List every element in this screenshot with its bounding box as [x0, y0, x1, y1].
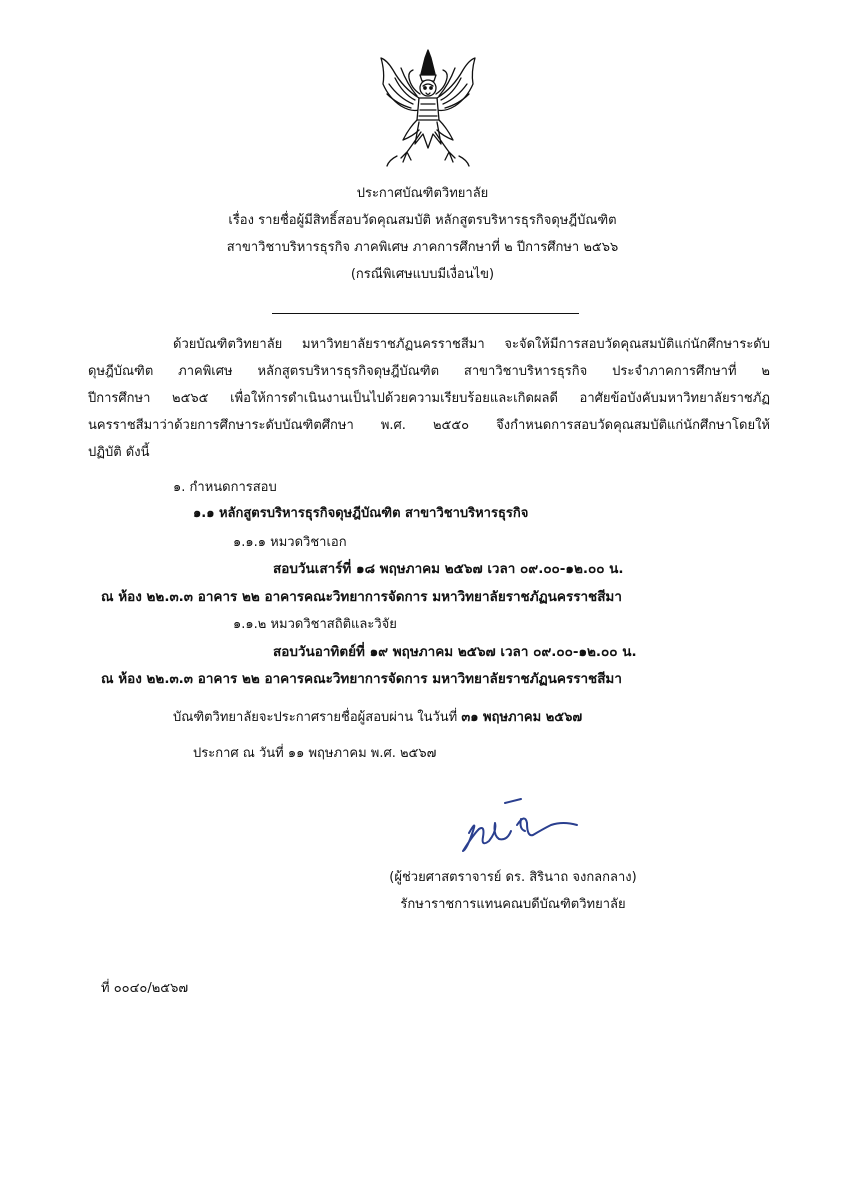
heading-line-2: เรื่อง รายชื่อผู้มีสิทธิ์สอบวัดคุณสมบัติ หลักสูตรบริหารธุรกิจดุษฎีบัณฑิต [228, 213, 617, 228]
results-announcement-text: บัณฑิตวิทยาลัยจะประกาศรายชื่อผู้สอบผ่าน ในวันที่ [173, 710, 458, 725]
exam-2-date: สอบวันอาทิตย์ที่ ๑๙ พฤษภาคม ๒๕๖๗ เวลา ๐๙.๐๐-๑๒.๐๐ น. [273, 644, 637, 660]
item-1-1-1: ๑.๑.๑ หมวดวิชาเอก [233, 535, 347, 550]
heading-divider [272, 313, 579, 314]
item-1: ๑. กำหนดการสอบ [173, 480, 277, 495]
reference-number: ที่ ๐๐๔๐/๒๕๖๗ [101, 981, 189, 996]
results-announcement [173, 706, 582, 727]
exam-2-place: ณ ห้อง ๒๒.๓.๓ อาคาร ๒๒ อาคารคณะวิทยาการจัดการ มหาวิทยาลัยราชภัฏนครราชสีมา [101, 671, 622, 687]
heading-line-3: สาขาวิชาบริหารธุรกิจ ภาคพิเศษ ภาคการศึกษาที่ ๒ ปีการศึกษา ๒๕๖๖ [226, 240, 619, 255]
issue-date: ประกาศ ณ วันที่ ๑๑ พฤษภาคม พ.ศ. ๒๕๖๗ [193, 746, 437, 761]
intro-line: ปฏิบัติ ดังนี้ [88, 445, 150, 460]
signer-name: (ผู้ช่วยศาสตราจารย์ ดร. สิรินาถ จงกลกลาง) [389, 870, 637, 885]
heading-line-1: ประกาศบัณฑิตวิทยาลัย [356, 186, 489, 201]
item-1-1-2: ๑.๑.๒ หมวดวิชาสถิติและวิจัย [233, 617, 397, 632]
intro-line: นครราชสีมาว่าด้วยการศึกษาระดับบัณฑิตศึกษา พ.ศ. ๒๕๕๐ จึงกำหนดการสอบวัดคุณสมบัติแก่นักศึกษาโดยให้ [88, 418, 770, 433]
results-announcement-date: ๓๑ พฤษภาคม ๒๕๖๗ [461, 710, 583, 725]
exam-1-place: ณ ห้อง ๒๒.๓.๓ อาคาร ๒๒ อาคารคณะวิทยาการจัดการ มหาวิทยาลัยราชภัฏนครราชสีมา [101, 589, 622, 605]
exam-1-date: สอบวันเสาร์ที่ ๑๘ พฤษภาคม ๒๕๖๗ เวลา ๐๙.๐๐-๑๒.๐๐ น. [273, 561, 624, 577]
signer-title: รักษาราชการแทนคณบดีบัณฑิตวิทยาลัย [400, 897, 626, 912]
handwritten-signature-icon [455, 795, 585, 863]
intro-line: ปีการศึกษา ๒๕๖๕ เพื่อให้การดำเนินงานเป็นไปด้วยความเรียบร้อยและเกิดผลดี อาศัยข้อบังคับมหาวิทยาลัยราชภัฏ [88, 391, 770, 406]
garuda-emblem-icon [373, 48, 483, 168]
item-1-1: ๑.๑ หลักสูตรบริหารธุรกิจดุษฎีบัณฑิต สาขาวิชาบริหารธุรกิจ [193, 506, 529, 521]
intro-line: ด้วยบัณฑิตวิทยาลัย มหาวิทยาลัยราชภัฏนครราชสีมา จะจัดให้มีการสอบวัดคุณสมบัติแก่นักศึกษาระดับ [173, 337, 770, 352]
intro-line: ดุษฎีบัณฑิต ภาคพิเศษ หลักสูตรบริหารธุรกิจดุษฎีบัณฑิต สาขาวิชาบริหารธุรกิจ ประจำภาคการศึกษาที่ ๒ [88, 364, 770, 379]
heading-line-4: (กรณีพิเศษแบบมีเงื่อนไข) [350, 267, 495, 282]
